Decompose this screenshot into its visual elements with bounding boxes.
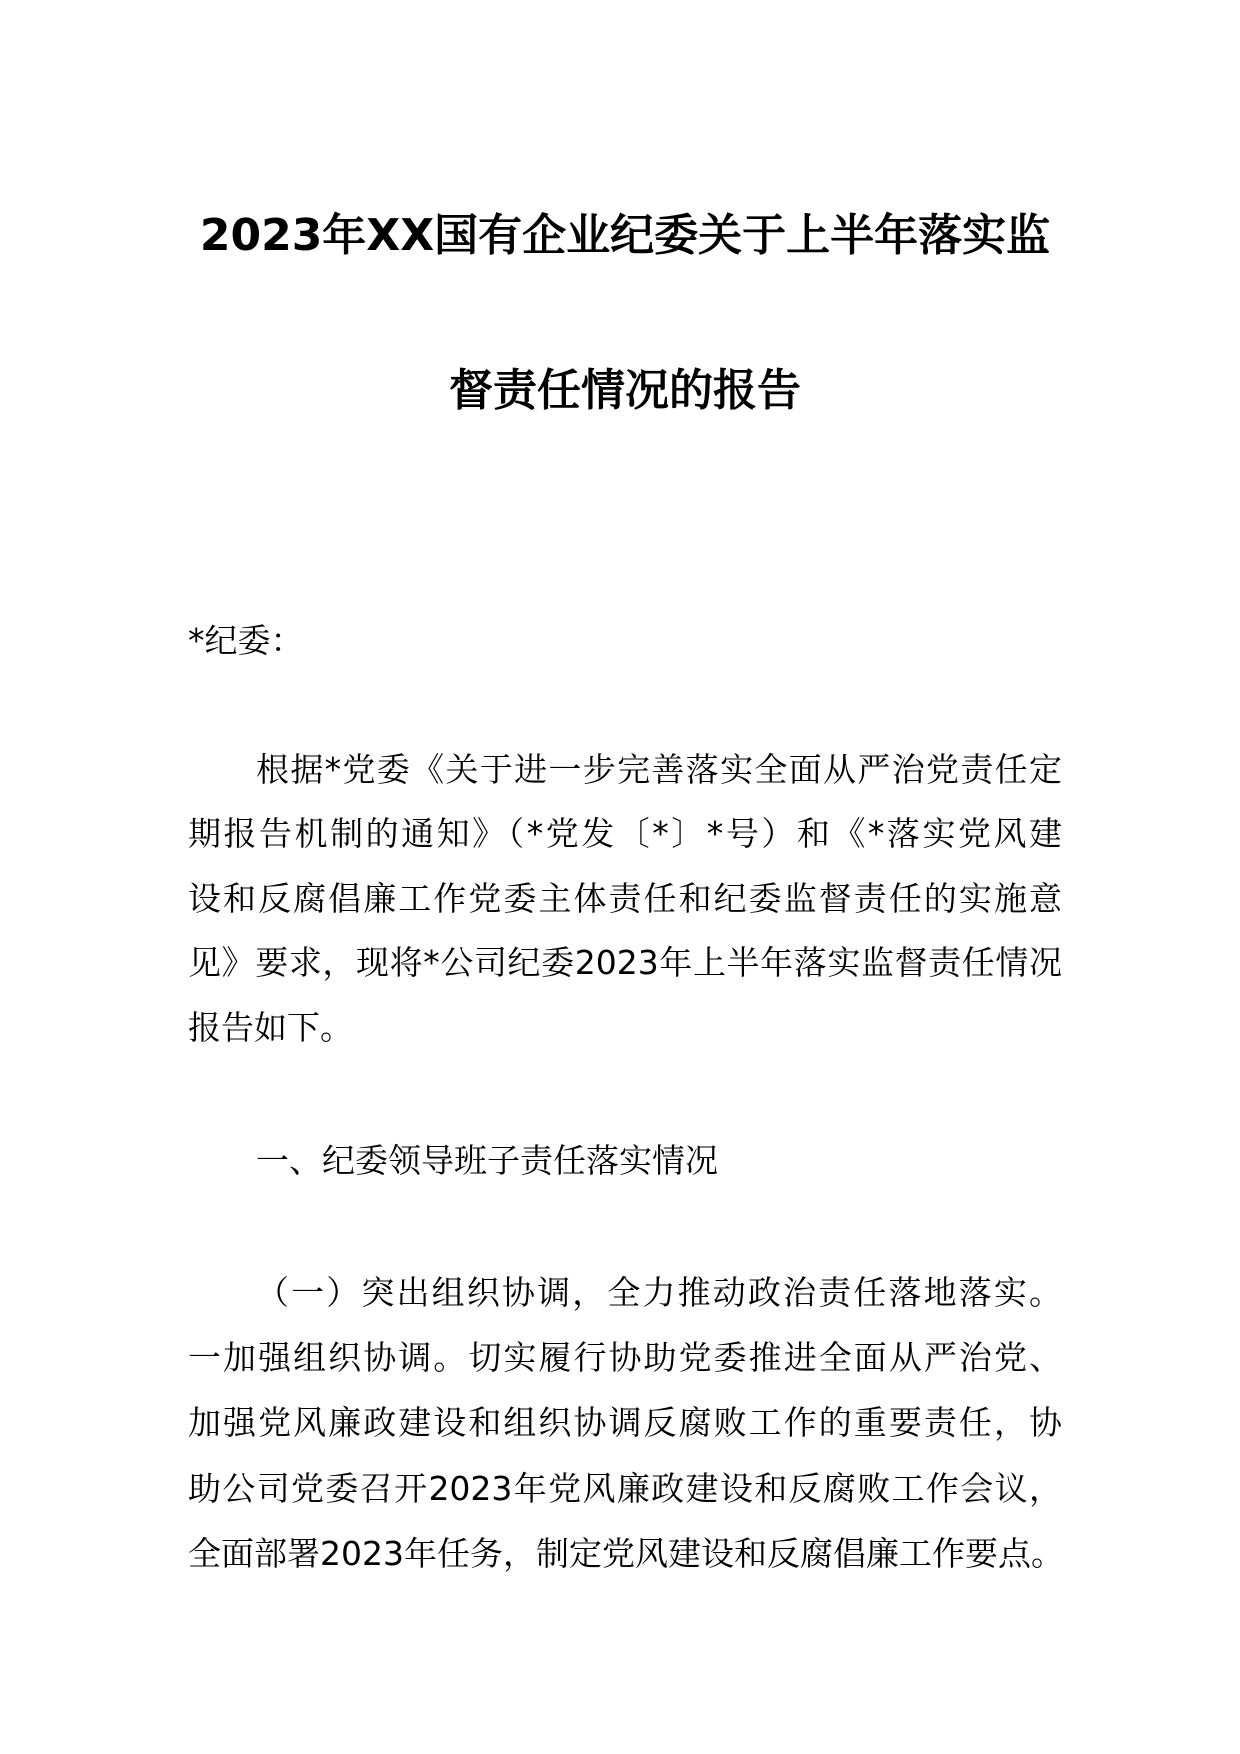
paragraph-line: 一加强组织协调。切实履行协助党委推进全面从严治党、 xyxy=(188,1338,1062,1377)
paragraph-line: 报告如下。 xyxy=(188,1008,353,1047)
paragraph-line: （一）突出组织协调，全力推动政治责任落地落实。 xyxy=(256,1273,1062,1312)
paragraph-line: 全面部署2023年任务，制定党风建设和反腐倡廉工作要点。 xyxy=(188,1534,1064,1573)
salutation: *纪委： xyxy=(188,621,304,660)
paragraph-line: 期报告机制的通知》（*党发〔*〕*号）和《*落实党风建 xyxy=(188,814,1062,853)
document-title-line-2: 督责任情况的报告 xyxy=(449,365,801,416)
paragraph-line: 设和反腐倡廉工作党委主体责任和纪委监督责任的实施意 xyxy=(188,879,1062,918)
paragraph-line: 见》要求，现将*公司纪委2023年上半年落实监督责任情况 xyxy=(188,943,1062,982)
paragraph-line: 根据*党委《关于进一步完善落实全面从严治党责任定 xyxy=(256,750,1062,789)
paragraph-line: 助公司党委召开2023年党风廉政建设和反腐败工作会议， xyxy=(188,1469,1062,1508)
section-heading: 一、纪委领导班子责任落实情况 xyxy=(256,1141,718,1180)
document-title-line-1: 2023年XX国有企业纪委关于上半年落实监 xyxy=(199,210,1051,261)
paragraph-line: 加强党风廉政建设和组织协调反腐败工作的重要责任，协 xyxy=(188,1403,1062,1442)
